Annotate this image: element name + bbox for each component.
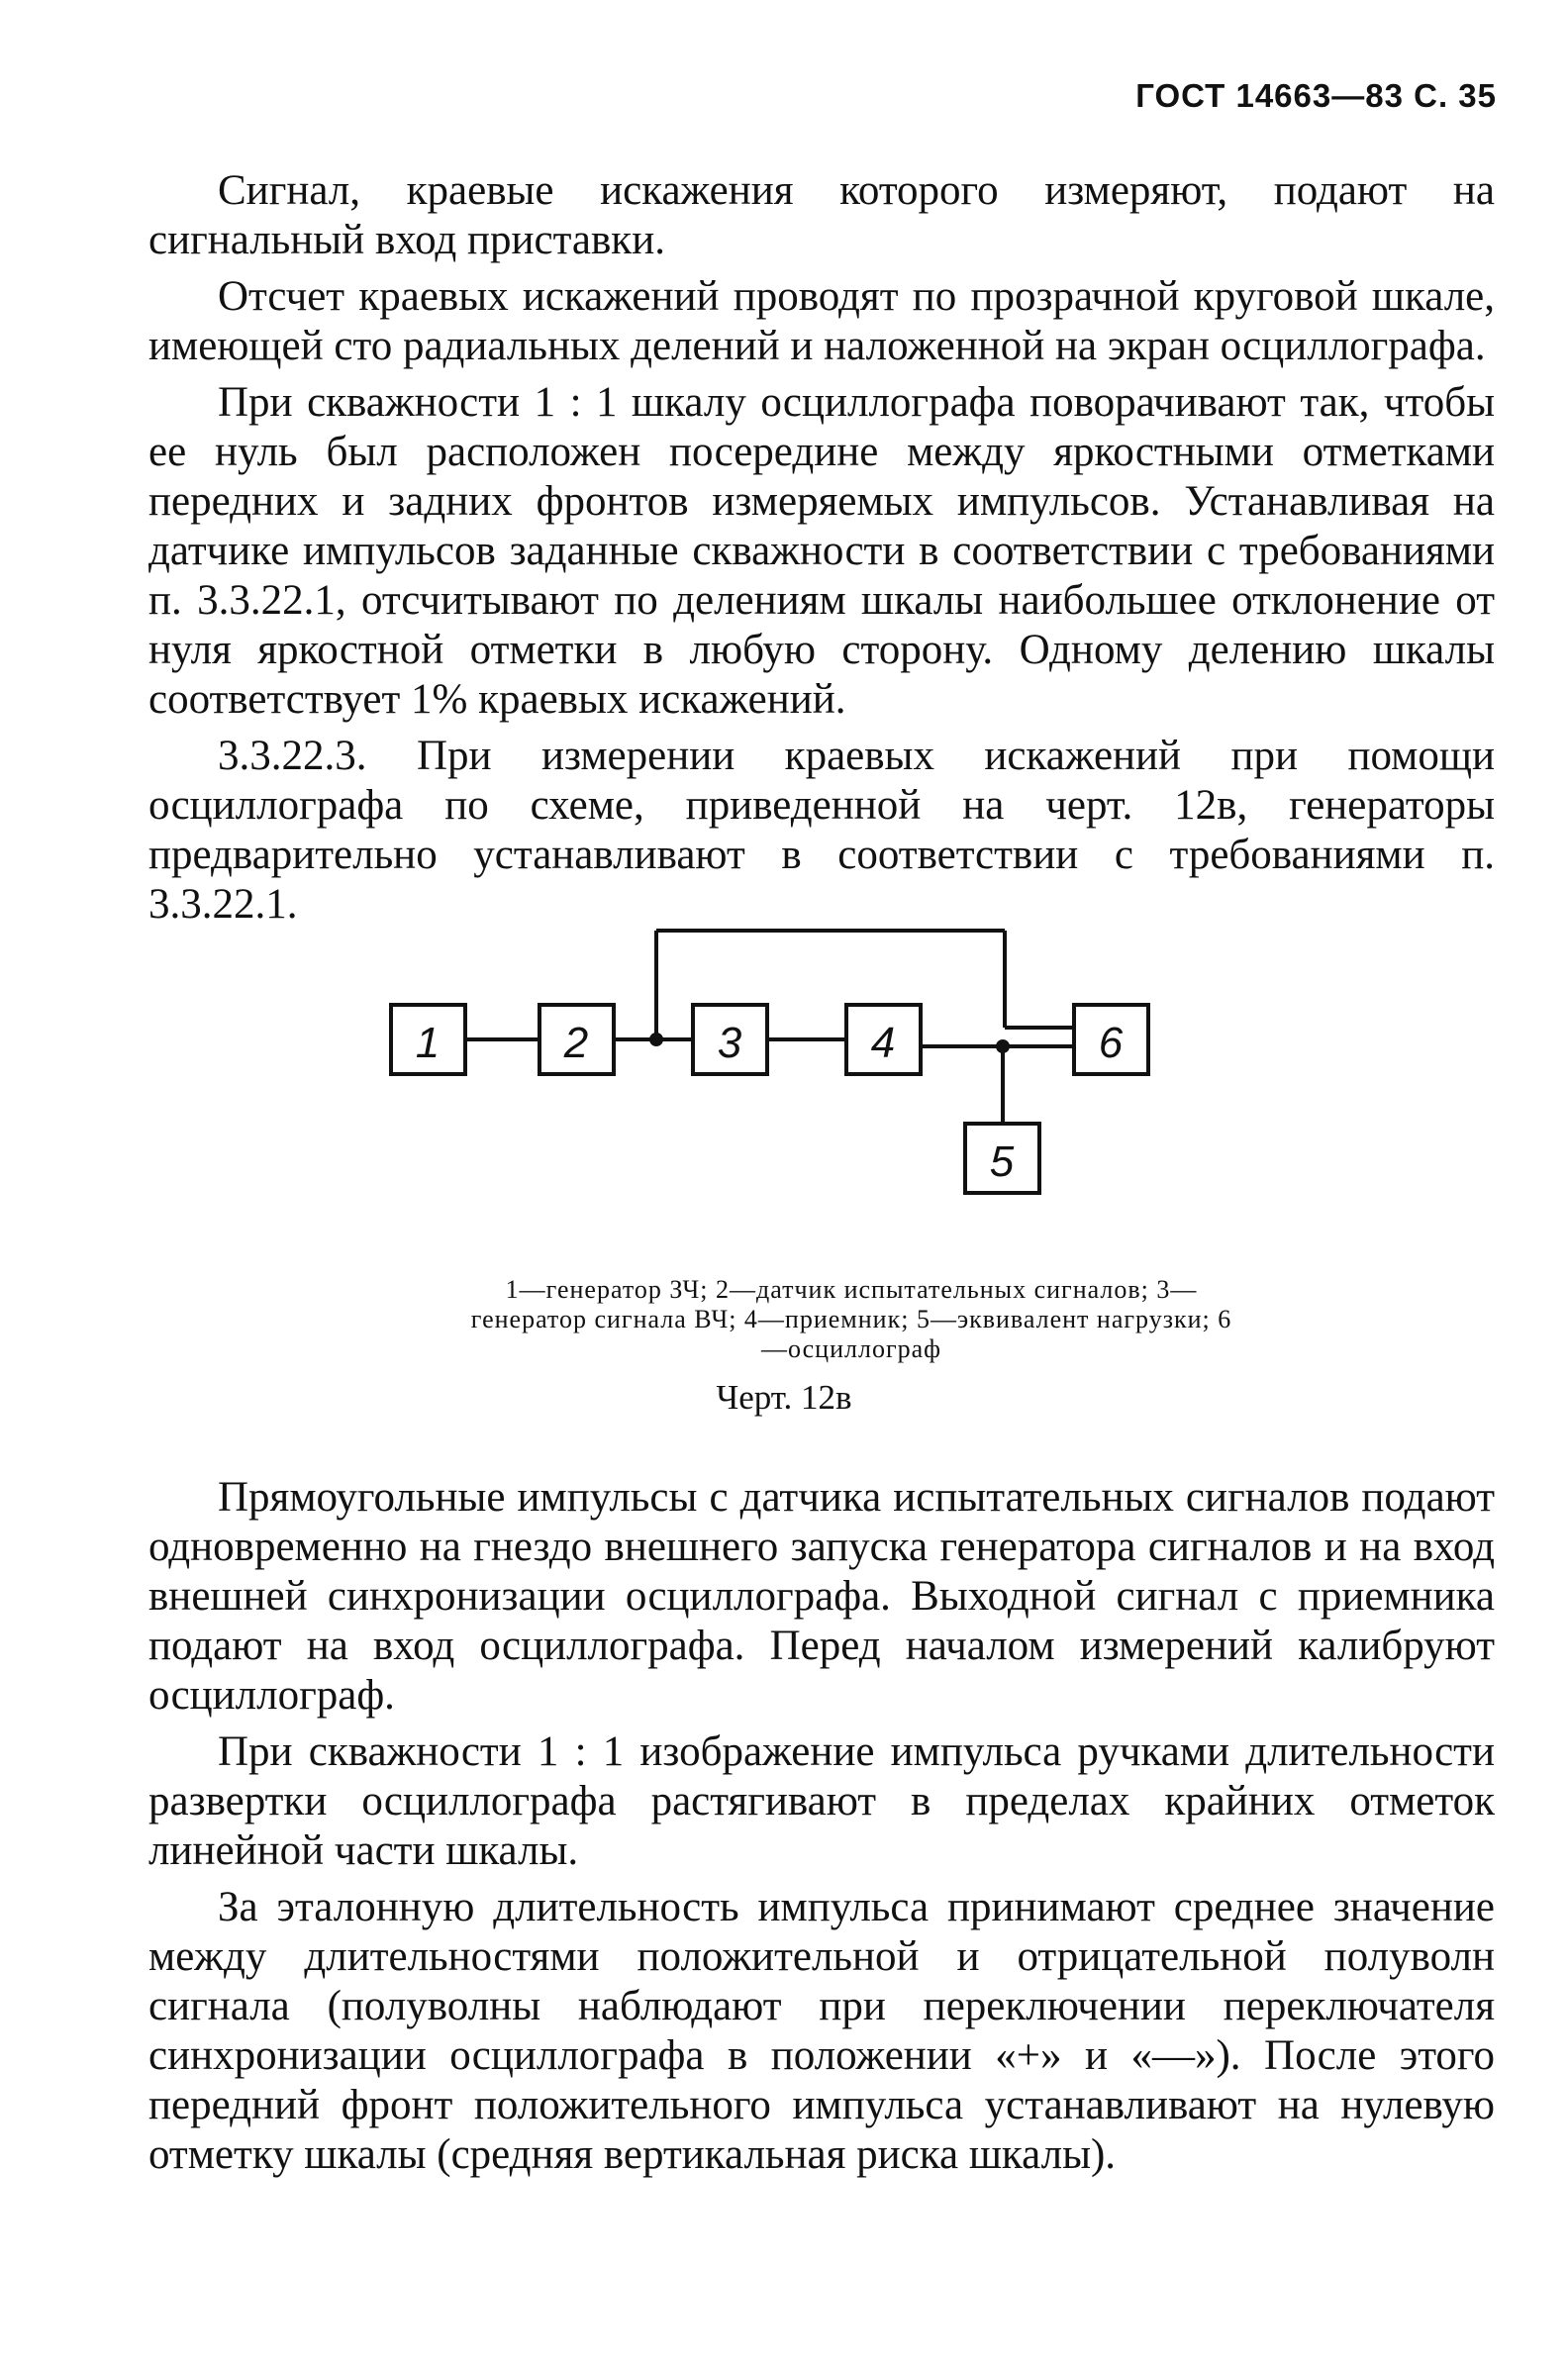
block-label: 1: [415, 1019, 441, 1067]
paragraph: При скважности 1 : 1 шкалу осциллографа поворачивают так, чтобы ее нуль был расположен посередине между яркостными отметками передних и задних фронтов измеряемых импульсов. Устанавливая на датчике импульсов заданные скважности в соответствии с требованиями п. 3.3.22.1, отсчитывают по делениям шкалы наибольшее отклонение от нуля яркостной отметки в любую сторону. Одному делению шкалы соответствует 1% краевых искажений.: [148, 379, 1495, 723]
block-3: [693, 1005, 767, 1074]
text-block-bottom: [148, 1473, 1495, 2187]
block-5: [965, 1124, 1039, 1193]
text-block-top: [148, 166, 1495, 936]
paragraph: 3.3.22.3. При измерении краевых искажений при помощи осциллографа по схеме, приведенной на черт. 12в, генераторы предварительно устанавливают в соответствии с требованиями п. 3.3.22.1.: [148, 733, 1495, 928]
block-label: 3: [717, 1019, 742, 1067]
paragraph: За эталонную длительность импульса принимают среднее значение между длительностями положительной и отрицательной полуволн сигнала (полуволны наблюдают при переключении переключателя синхронизации осциллографа в положении «+» и «—»). После этого передний фронт положительного импульса устанавливают на нулевую отметку шкалы (средняя вертикальная риска шкалы).: [148, 1884, 1495, 2178]
paragraph: Отсчет краевых искажений проводят по прозрачной круговой шкале, имеющей сто радиальных делений и наложенной на экран осциллографа.: [148, 273, 1495, 369]
block-1: [391, 1005, 465, 1074]
figure-label: Черт. 12в: [716, 1378, 852, 1417]
block-2: [539, 1005, 614, 1074]
block-label: 6: [1098, 1019, 1124, 1067]
block-label: 5: [989, 1137, 1015, 1186]
paragraph: Прямоугольные импульсы с датчика испытательных сигналов подают одновременно на гнездо внешнего запуска генератора сигналов и на вход внешней синхронизации осциллографа. Выходной сигнал с приемника подают на вход осциллографа. Перед началом измерений калибруют осциллограф.: [148, 1474, 1495, 1719]
block-label: 2: [563, 1019, 589, 1067]
paragraph: Сигнал, краевые искажения которого измеряют, подают на сигнальный вход приставки.: [148, 167, 1495, 263]
paragraph: При скважности 1 : 1 изображение импульса ручками длительности развертки осциллографа растягивают в пределах крайних отметок линейной части шкалы.: [148, 1728, 1495, 1874]
junction-dot: [649, 1033, 663, 1046]
junction-dot: [996, 1039, 1010, 1053]
figure-caption: 1—генератор ЗЧ; 2—датчик испытательных сигналов; 3—генератор сигнала ВЧ; 4—приемник; 5—эквивалент нагрузки; 6—осциллограф: [470, 1275, 1232, 1363]
block-label: 4: [870, 1019, 896, 1067]
block-diagram: [376, 911, 1168, 1208]
running-header: ГОСТ 14663—83 С. 35: [1135, 77, 1497, 114]
block-6: [1074, 1005, 1148, 1074]
block-4: [846, 1005, 921, 1074]
